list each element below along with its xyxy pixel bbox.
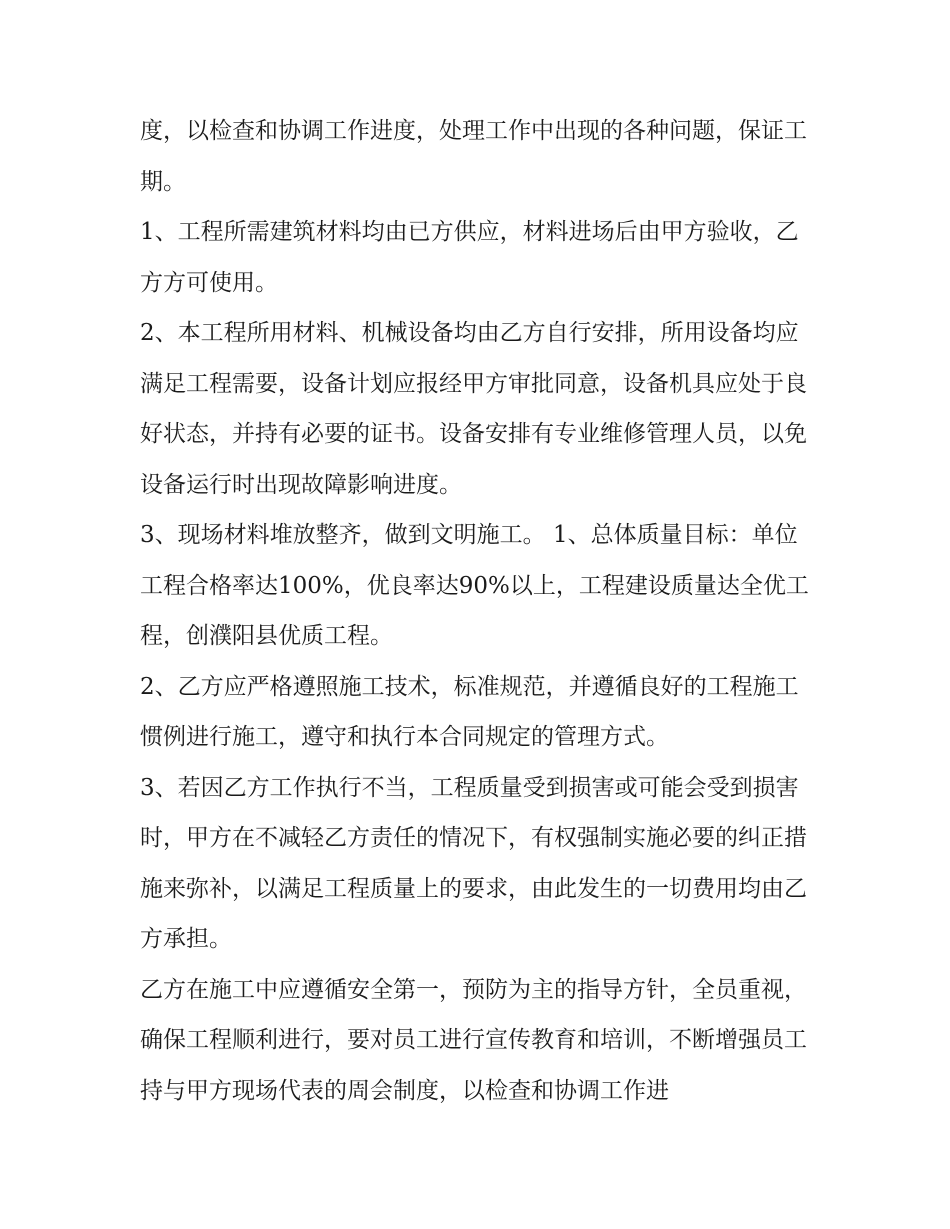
paragraph: 度，以检查和协调工作进度，处理工作中出现的各种问题，保证工期。 (140, 118, 807, 195)
paragraph: 乙方在施工中应遵循安全第一，预防为主的指导方针，全员重视，确保工程顺利进行，要对员工进行宣传教育和培训，不断增强员工持与甲方现场代表的周会制度，以检查和协调工作进 (140, 976, 807, 1104)
paragraph: 2、本工程所用材料、机械设备均由乙方自行安排，所用设备均应满足工程需要，设备计划应报经甲方审批同意，设备机具应处于良好状态，并持有必要的证书。设备安排有专业维修管理人员，以免设备运行时出现故障影响进度。 (140, 320, 807, 498)
paragraph: 1、工程所需建筑材料均由已方供应，材料进场后由甲方验收，乙方方可使用。 (140, 219, 799, 296)
paragraph: 3、若因乙方工作执行不当，工程质量受到损害或可能会受到损害时，甲方在不减轻乙方责任的情况下，有权强制实施必要的纠正措施来弥补，以满足工程质量上的要求，由此发生的一切费用均由乙方承担。 (140, 774, 807, 952)
document-body (140, 106, 820, 1116)
paragraph: 3、现场材料堆放整齐，做到文明施工。 1、总体质量目标：单位工程合格率达100%，优良率达90%以上，工程建设质量达全优工程，创濮阳县优质工程。 (140, 522, 809, 649)
paragraph: 2、乙方应严格遵照施工技术，标准规范，并遵循良好的工程施工惯例进行施工，遵守和执行本合同规定的管理方式。 (140, 673, 799, 750)
